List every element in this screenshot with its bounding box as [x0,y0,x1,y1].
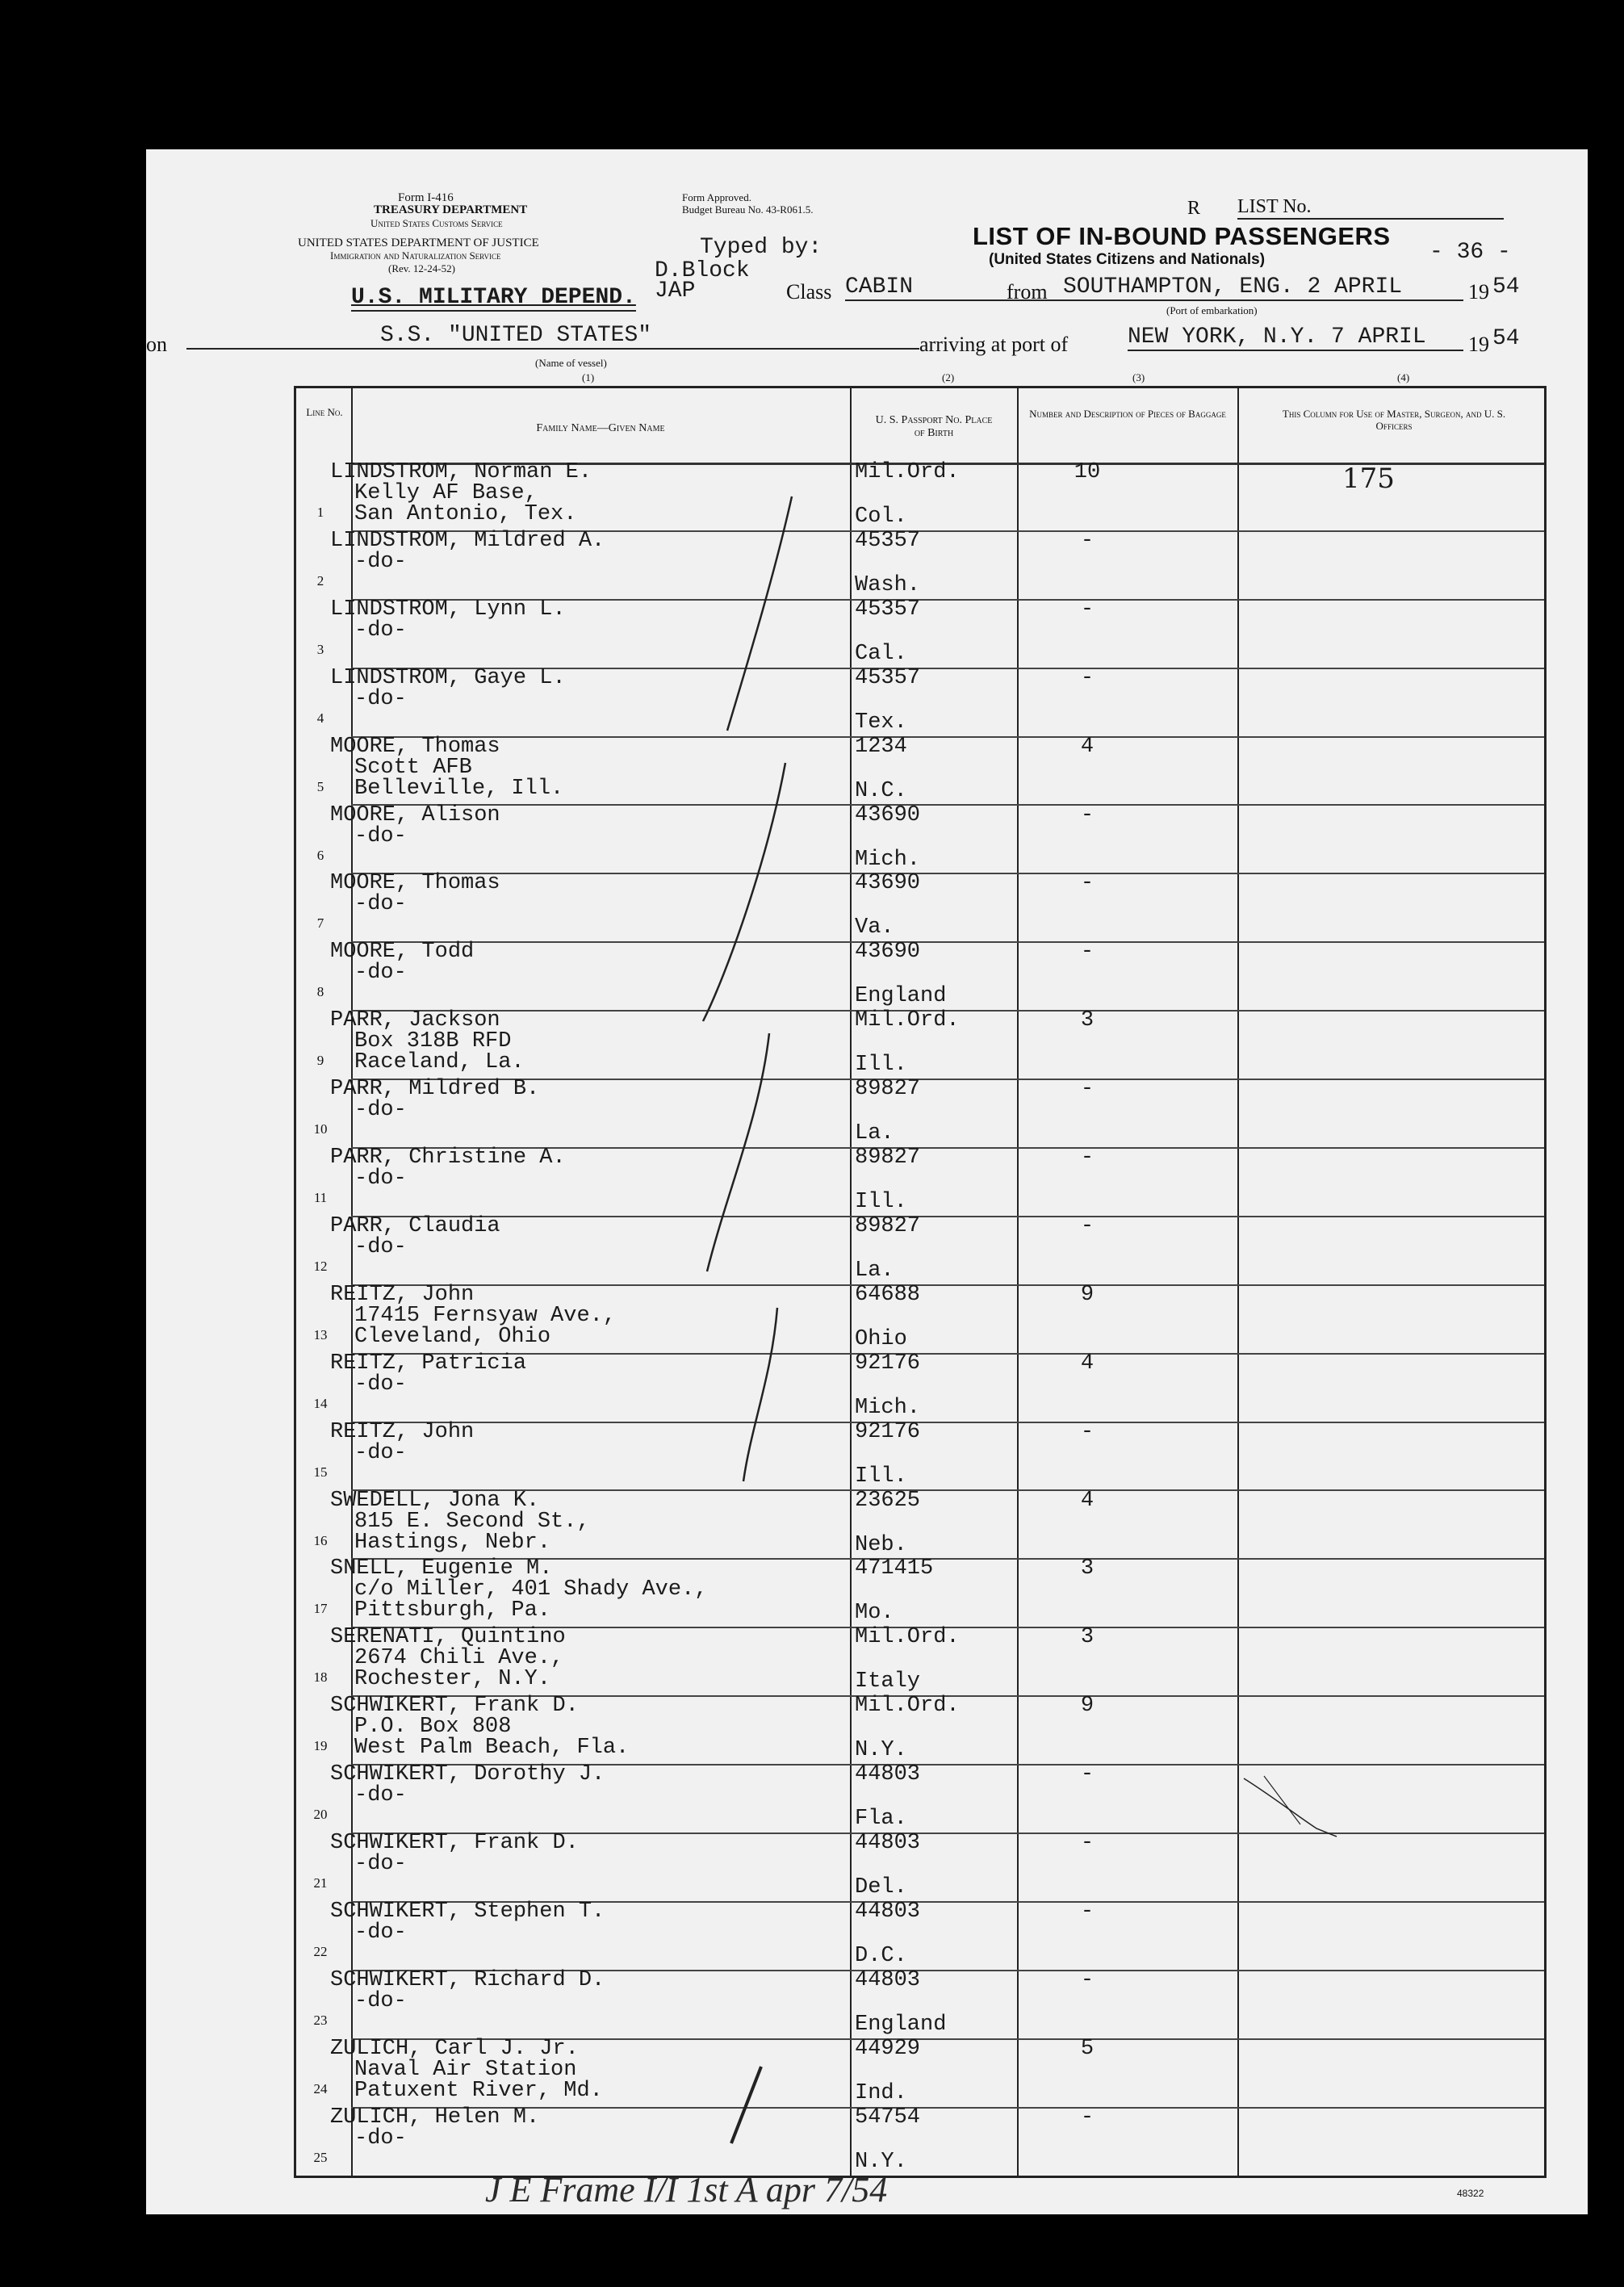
form-number: Form I-416 [398,191,454,204]
print-code: 48322 [1457,2188,1484,2199]
line-number: 18 [313,1669,328,1686]
baggage-count: 9 [1080,1694,1095,1719]
address-line-1: -do- [354,549,407,574]
treasury-dept: TREASURY DEPARTMENT [374,203,528,216]
passport-number: 471415 [855,1556,934,1581]
class-label: Class [786,280,832,304]
place-of-birth: La. [855,1121,894,1146]
line-number: 23 [313,2012,328,2028]
baggage-count: - [1080,1419,1095,1444]
baggage-count: - [1080,1967,1095,1992]
passport-number: 43690 [855,871,921,896]
officer-mark: 175 [1342,463,1395,495]
ins-service: Immigration and Naturalization Service [330,249,501,262]
passport-number: 89827 [855,1077,921,1102]
place-of-birth: Cal. [855,641,907,666]
line-number: 14 [313,1395,328,1411]
passenger-name: SNELL, Eugenie M. [330,1556,553,1581]
from-label: from [1007,280,1048,304]
passenger-name: ZULICH, Helen M. [330,2105,540,2130]
address-line-1: -do- [354,823,407,848]
baggage-count: - [1080,1213,1095,1238]
manifest-page [146,149,1588,2214]
place-of-birth: Neb. [855,1532,907,1557]
passport-number: 54754 [855,2105,921,2130]
inspector-signature: J E Frame I/I 1st A apr 7/54 [485,2170,888,2210]
address-line-2: Rochester, N.Y. [354,1667,551,1692]
address-line-1: -do- [354,892,407,917]
vessel-caption: (Name of vessel) [535,357,607,369]
form-approved: Form Approved. [682,191,751,203]
place-of-birth: Ind. [855,2080,907,2105]
passport-number: 1234 [855,734,907,759]
passport-number: 89827 [855,1213,921,1238]
address-line-2: Raceland, La. [354,1050,525,1075]
address-line-1: Naval Air Station [354,2057,577,2082]
jap-mark: JAP [655,279,696,304]
page-number: - 36 - [1429,240,1511,265]
passport-number: 44803 [855,1899,921,1924]
header-name: Family Name—Given Name [536,422,665,434]
customs-service: United States Customs Service [370,217,503,229]
passport-number: 44803 [855,1831,921,1855]
address-line-1: -do- [354,1098,407,1123]
place-of-birth: England [855,984,947,1009]
passport-number: 44803 [855,1967,921,1992]
line-number: 9 [316,1053,324,1069]
place-of-birth: Fla. [855,1807,907,1832]
header-line-no: Line No. [306,406,343,418]
place-of-birth: Mich. [855,1395,921,1420]
passport-number: Mil.Ord. [855,460,960,484]
passport-number: 44929 [855,2036,921,2061]
line-number: 21 [313,1875,328,1891]
line-number: 15 [313,1464,328,1480]
line-number: 4 [316,710,324,726]
baggage-count: 3 [1080,1008,1095,1033]
port-of-arrival: NEW YORK, N.Y. 7 APRIL [1128,325,1463,351]
passenger-name: MOORE, Thomas [330,871,500,896]
passenger-name: MOORE, Alison [330,802,500,827]
place-of-birth: Col. [855,505,907,529]
address-line-1: -do- [354,1372,407,1397]
place-of-birth: Mo. [855,1601,894,1626]
baggage-count: 4 [1080,734,1095,759]
address-line-1: -do- [354,1852,407,1876]
baggage-count: - [1080,528,1095,553]
passenger-name: REITZ, John [330,1419,475,1444]
on-label: on [146,333,167,356]
address-line-1: Box 318B RFD [354,1029,512,1054]
class-value: CABIN [845,274,1142,301]
revision-date: (Rev. 12-24-52) [388,262,455,274]
address-line-2: West Palm Beach, Fla. [354,1736,630,1761]
page-subtitle: (United States Citizens and Nationals) [989,251,1266,268]
address-line-1: -do- [354,1234,407,1259]
baggage-count: 3 [1080,1556,1095,1581]
passport-number: 45357 [855,665,921,690]
baggage-count: 10 [1074,460,1101,484]
baggage-count: - [1080,802,1095,827]
address-line-2: Belleville, Ill. [354,776,564,801]
address-line-1: -do- [354,1988,407,2013]
passport-number: 44803 [855,1762,921,1787]
from-year: 54 [1492,274,1520,299]
line-number: 10 [313,1121,328,1137]
arr-year: 54 [1492,326,1520,351]
col-num-3: (3) [1132,371,1145,383]
passport-number: 92176 [855,1419,921,1444]
baggage-count: - [1080,1762,1095,1787]
address-line-1: -do- [354,1920,407,1945]
baggage-count: - [1080,1146,1095,1170]
passenger-name: SWEDELL, Jona K. [330,1488,540,1513]
passport-number: 45357 [855,597,921,622]
passenger-name: MOORE, Todd [330,940,475,965]
passenger-name: ZULICH, Carl J. Jr. [330,2036,579,2061]
header-officers: This Column for Use of Master, Surgeon, and U. S. Officers [1282,408,1506,432]
passport-number: 92176 [855,1351,921,1376]
passenger-name: REITZ, John [330,1282,475,1307]
baggage-count: 9 [1080,1282,1095,1307]
line-number: 2 [316,572,324,589]
passport-number: Mil.Ord. [855,1625,960,1650]
from-year-prefix: 19 [1468,280,1489,304]
address-line-1: -do- [354,1167,407,1191]
typist-name: D.Block [655,258,750,283]
line-number: 16 [313,1532,328,1548]
baggage-count: 3 [1080,1625,1095,1650]
col-num-2: (2) [942,371,955,383]
vessel-name: S.S. "UNITED STATES" [186,323,1058,350]
passenger-name: LINDSTROM, Norman E. [330,460,592,484]
baggage-count: - [1080,1899,1095,1924]
passenger-name: SERENATI, Quintino [330,1625,566,1650]
passenger-name: PARR, Jackson [330,1008,500,1033]
header-baggage: Number and Description of Pieces of Baggage [1029,408,1226,420]
list-number: LIST No. [1237,196,1504,220]
address-line-1: 17415 Fernsyaw Ave., [354,1303,617,1328]
line-number: 13 [313,1326,328,1342]
page-title: LIST OF IN-BOUND PASSENGERS [973,222,1391,250]
address-line-1: -do- [354,686,407,711]
typed-by-label: Typed by: [700,235,822,260]
address-line-1: Scott AFB [354,755,472,780]
passenger-group: U.S. MILITARY DEPEND. [351,285,636,310]
arr-year-prefix: 19 [1468,333,1489,356]
passenger-name: PARR, Mildred B. [330,1077,540,1102]
passenger-name: PARR, Claudia [330,1213,500,1238]
header-passport: U. S. Passport No. Place of Birth [875,414,993,439]
address-line-1: P.O. Box 808 [354,1715,512,1740]
line-number: 25 [313,2149,328,2165]
passenger-name: LINDSTROM, Gaye L. [330,665,566,690]
r-mark: R [1187,198,1201,219]
address-line-1: -do- [354,2126,407,2151]
port-of-embarkation: SOUTHAMPTON, ENG. 2 APRIL [1063,274,1463,301]
passport-number: 64688 [855,1282,921,1307]
col-num-1: (1) [582,371,595,383]
address-line-1: -do- [354,1440,407,1465]
passport-number: 43690 [855,940,921,965]
line-number: 8 [316,984,324,1000]
place-of-birth: Tex. [855,710,907,735]
line-number: 3 [316,641,324,657]
passenger-name: SCHWIKERT, Dorothy J. [330,1762,605,1787]
address-line-2: San Antonio, Tex. [354,502,577,526]
address-line-2: Cleveland, Ohio [354,1324,551,1349]
passenger-name: LINDSTROM, Lynn L. [330,597,566,622]
budget-number: Budget Bureau No. 43-R061.5. [682,203,814,216]
place-of-birth: La. [855,1258,894,1283]
col-num-4: (4) [1397,371,1410,383]
place-of-birth: England [855,2012,947,2037]
line-number: 5 [316,778,324,794]
passport-number: 45357 [855,528,921,553]
address-line-2: Patuxent River, Md. [354,2078,603,2103]
line-number: 12 [313,1258,328,1274]
passenger-name: SCHWIKERT, Frank D. [330,1694,579,1719]
place-of-birth: N.Y. [855,2149,907,2174]
port-caption: (Port of embarkation) [1166,304,1258,316]
baggage-count: - [1080,940,1095,965]
address-line-1: -do- [354,618,407,643]
place-of-birth: Mich. [855,847,921,872]
passenger-name: REITZ, Patricia [330,1351,527,1376]
place-of-birth: N.Y. [855,1738,907,1763]
line-number: 20 [313,1807,328,1823]
place-of-birth: Ill. [855,1190,907,1214]
place-of-birth: Ill. [855,1464,907,1489]
baggage-count: - [1080,871,1095,896]
line-number: 7 [316,915,324,932]
passport-number: 43690 [855,802,921,827]
passenger-name: LINDSTROM, Mildred A. [330,528,605,553]
line-number: 24 [313,2080,328,2096]
place-of-birth: D.C. [855,1943,907,1968]
baggage-count: - [1080,1831,1095,1855]
line-number: 1 [316,505,324,520]
line-number: 19 [313,1738,328,1754]
address-line-1: -do- [354,961,407,986]
place-of-birth: Ohio [855,1326,907,1351]
baggage-count: - [1080,665,1095,690]
place-of-birth: Italy [855,1669,921,1694]
passenger-name: PARR, Christine A. [330,1146,566,1170]
address-line-2: Hastings, Nebr. [354,1530,551,1555]
place-of-birth: Ill. [855,1053,907,1078]
baggage-count: - [1080,597,1095,622]
pen-tick-marks [146,149,1588,2214]
passenger-name: MOORE, Thomas [330,734,500,759]
baggage-count: 4 [1080,1488,1095,1513]
passport-number: 23625 [855,1488,921,1513]
place-of-birth: Va. [855,915,894,940]
address-line-1: -do- [354,1783,407,1808]
place-of-birth: Del. [855,1875,907,1900]
line-number: 11 [313,1190,328,1205]
baggage-count: 5 [1080,2036,1095,2061]
passenger-name: SCHWIKERT, Richard D. [330,1967,605,1992]
line-number: 6 [316,847,324,863]
passport-number: 89827 [855,1146,921,1170]
address-line-1: 2674 Chili Ave., [354,1646,564,1671]
address-line-2: Pittsburgh, Pa. [354,1598,551,1623]
place-of-birth: N.C. [855,778,907,803]
passenger-name: SCHWIKERT, Frank D. [330,1831,579,1855]
address-line-1: c/o Miller, 401 Shady Ave., [354,1577,708,1602]
baggage-count: - [1080,2105,1095,2130]
place-of-birth: Wash. [855,572,921,597]
baggage-count: 4 [1080,1351,1095,1376]
arriving-label: arriving at port of [919,333,1069,356]
address-line-1: Kelly AF Base, [354,481,538,505]
address-line-1: 815 E. Second St., [354,1509,590,1534]
passport-number: Mil.Ord. [855,1008,960,1033]
passenger-name: SCHWIKERT, Stephen T. [330,1899,605,1924]
baggage-count: - [1080,1077,1095,1102]
justice-dept: UNITED STATES DEPARTMENT OF JUSTICE [298,237,539,249]
line-number: 17 [313,1601,328,1617]
line-number: 22 [313,1943,328,1959]
passport-number: Mil.Ord. [855,1694,960,1719]
